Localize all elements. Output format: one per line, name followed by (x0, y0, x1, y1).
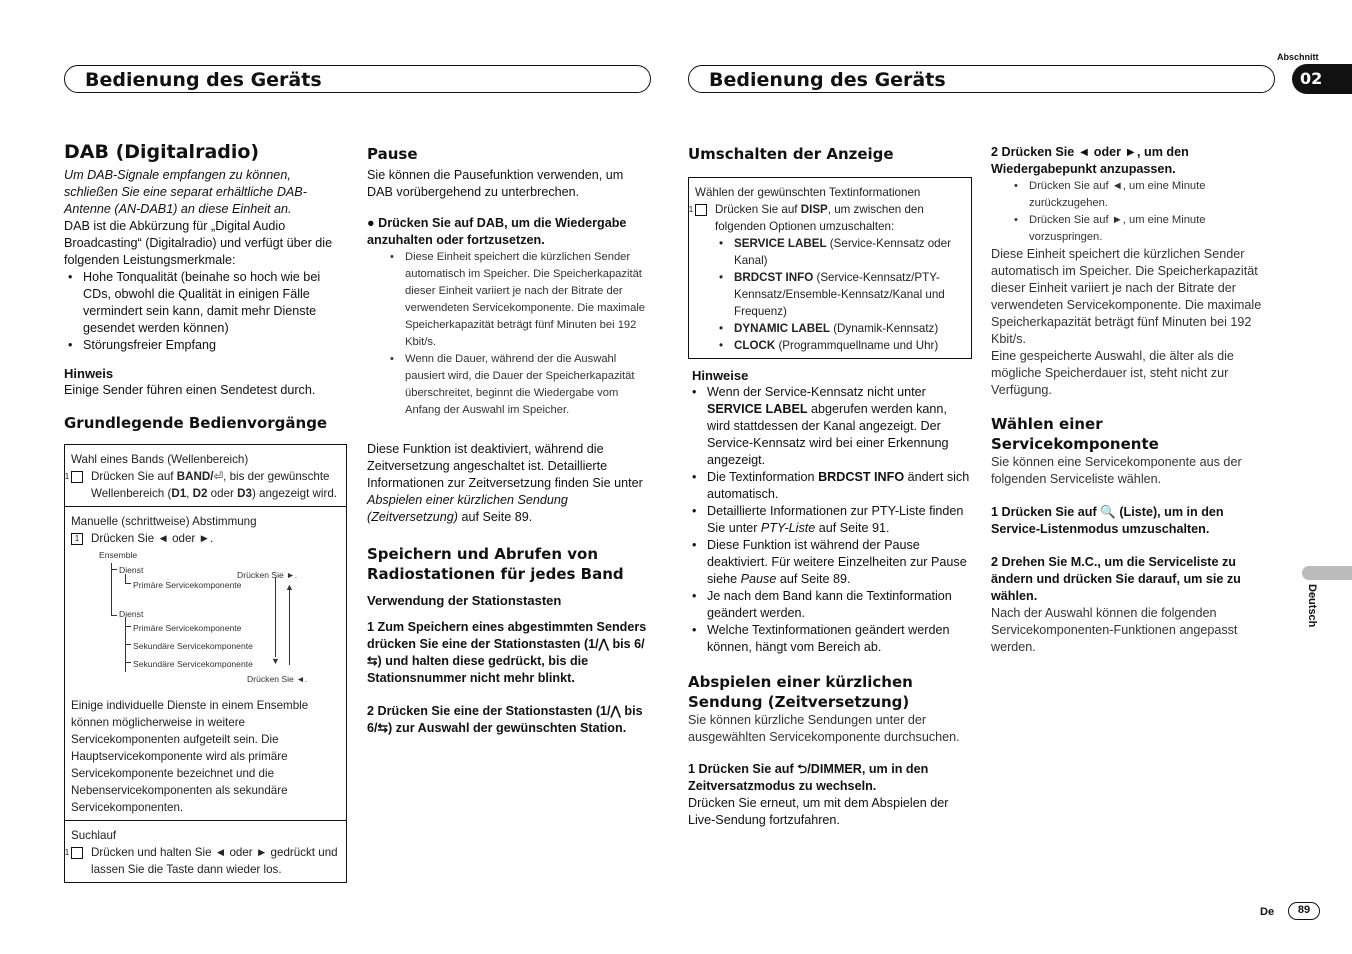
option-value: (Service-Kennsatz/PTY-Kennsatz/Ensemble-Kennsatz/Kanal und Frequenz) (734, 271, 945, 318)
list-item (688, 503, 972, 537)
band-section (65, 445, 346, 506)
option-key: BRDCST INFO (734, 271, 814, 284)
list-item: • Je nach dem Band kann die Textinformation geändert werden. (688, 588, 972, 622)
band-d1: D1 (171, 487, 187, 500)
column-1 (64, 141, 347, 883)
hint-text: Diese Funktion ist während der Pause deaktiviert. Für weitere Einzelheiten zur Pause siehe (707, 538, 967, 586)
band-step: 1 Drücken Sie auf BAND/⏎, bis der gewünschte Wellenbereich (D1, D2 oder D3) angezeigt wird. (64, 470, 337, 500)
hint-text: Detaillierte Informationen zur PTY-Liste finden Sie unter (707, 504, 964, 535)
option-value: (Dynamik-Kennsatz) (829, 322, 939, 335)
service-intro: Sie können eine Servicekomponente aus der folgenden Serviceliste wählen. (991, 455, 1242, 486)
column-2 (367, 144, 651, 737)
service-step-2: 2 Drehen Sie M.C., um die Serviceliste zu ändern und drücken Sie darauf, um sie zu wählen. (991, 555, 1241, 603)
tree-secondary-1: Sekundäre Servicekomponente (133, 641, 253, 651)
timeshift-step-1: 1 Drücken Sie auf ⮌/DIMMER, um in den Zeitversatzmodus zu wechseln. (688, 762, 929, 793)
arrow-up-head: ▲ (285, 582, 294, 592)
display-step (688, 201, 965, 235)
band-d2: D2 (192, 487, 208, 500)
language-tab (1302, 566, 1352, 580)
list-item: • Drücken Sie auf ►, um eine Minute vorzuspringen. (1010, 212, 1275, 246)
hint-bold: SERVICE LABEL (707, 402, 808, 416)
display-options (695, 235, 965, 354)
tree-primary-1: Primäre Servicekomponente (133, 580, 242, 590)
pause-title: Pause (367, 145, 418, 163)
list-item (688, 469, 972, 503)
display-step-pre: Drücken Sie auf (715, 203, 801, 216)
band-step-pre: Drücken Sie auf (91, 470, 177, 483)
band-title: Wahl eines Bands (Wellenbereich) (71, 453, 249, 466)
seek-step (64, 844, 340, 878)
timeshift-step-1-note: Drücken Sie erneut, um mit dem Abspielen der Live-Sendung fortzufahren. (688, 796, 949, 827)
service-step-1: 1 Drücken Sie auf 🔍 (Liste), um in den Service-Listenmodus umzuschalten. (991, 505, 1224, 536)
display-step-post: , um zwischen den folgenden Optionen umzuschalten: (715, 203, 924, 233)
display-box-content (689, 178, 971, 358)
hints-title: Hinweise (692, 368, 749, 383)
hint-text: abgerufen werden kann, wird stattdessen der Kanal angezeigt. Der Service-Kennsatz wird bei einer Erkennung angezeigt. (707, 402, 949, 467)
service-note: Nach der Auswahl können die folgenden Servicekomponenten-Funktionen angepasst werden. (991, 606, 1238, 654)
pause-link[interactable]: Pause (740, 572, 777, 586)
step-number: 1 (695, 204, 707, 216)
disp-button-label: DISP (800, 203, 828, 216)
page-number-text: 89 (1297, 904, 1311, 916)
display-box-title: Wählen der gewünschten Textinformationen (695, 186, 921, 199)
store-title: Speichern und Abrufen von Radiostationen für jedes Band (367, 545, 624, 583)
list-item: • Drücken Sie auf ◄, um eine Minute zurückzugehen. (1010, 178, 1275, 212)
hint-text: auf Seite 91. (815, 521, 890, 535)
pause-off-tail: auf Seite 89. (458, 510, 533, 524)
list-item: • Diese Einheit speichert die kürzlichen Sender automatisch im Speicher. Die Speicherkapazität dieser Einheit variiert je nach der Bitrate der verwendeten Servicekomponente. Die maximale Speicherkapazität beträgt fünf Minuten bei 192 Kbit/s. (386, 249, 651, 351)
hint-text: Einige Sender führen einen Sendetest durch. (64, 383, 316, 397)
tree-primary-2: Primäre Servicekomponente (133, 623, 242, 633)
tree-secondary-2: Sekundäre Servicekomponente (133, 659, 253, 669)
tree-ensemble: Ensemble (99, 550, 138, 560)
pty-list-link[interactable]: PTY-Liste (760, 521, 816, 535)
memory-note-2: Eine gespeicherte Auswahl, die älter als die mögliche Speicherdauer ist, steht nicht zur Verfügung. (991, 349, 1234, 397)
timeshift-link[interactable]: Abspielen einer kürzlichen Sendung (Zeitversetzung) (367, 493, 568, 524)
list-item: • Störungsfreier Empfang (64, 337, 347, 354)
hint-bold: BRDCST INFO (818, 470, 905, 484)
pause-off-note (367, 441, 651, 526)
option-key: DYNAMIC LABEL (734, 322, 830, 335)
band-d3: D3 (237, 487, 252, 500)
seek-step-text: Drücken und halten Sie ◄ oder ► gedrückt und lassen Sie die Taste dann wieder los. (91, 846, 338, 876)
hints-list (688, 384, 972, 656)
step-number: 1 (71, 533, 83, 545)
list-item (688, 537, 972, 588)
pause-step-text: Drücken Sie auf DAB, um die Wiedergabe anzuhalten oder fortzusetzen. (367, 216, 627, 247)
manual-text: Einige individuelle Dienste in einem Ensemble können möglicherweise in weitere Servicekomponenten aufgeteilt sein. Die Hauptservicekomponente wird als primäre Servicekomponente bezeichnet und die Nebenservicekomponenten als sekundäre Servicekomponenten. (71, 699, 309, 814)
timeshift-title: Abspielen einer kürzlichen Sendung (Zeitversetzung) (688, 673, 913, 711)
manual-step (71, 530, 340, 547)
section-label: Abschnitt (1277, 52, 1319, 62)
dab-features (64, 269, 347, 354)
section-number: 02 (1300, 69, 1323, 88)
column-3 (688, 144, 972, 829)
timeshift-intro: Sie können kürzliche Sendungen unter der ausgewählten Servicekomponente durchsuchen. (688, 713, 960, 744)
display-title: Umschalten der Anzeige (688, 145, 894, 163)
dab-intro-italic: Um DAB-Signale empfangen zu können, schließen Sie eine separat erhältliche DAB-Antenne (AN-DAB1) an diese Einheit an. (64, 168, 307, 216)
band-step-tail: ) angezeigt wird. (251, 487, 337, 500)
page-number (1288, 902, 1320, 920)
arrow-down-head: ▼ (271, 656, 280, 666)
dab-title: DAB (Digitalradio) (64, 141, 260, 163)
option-value: (Service-Kennsatz oder Kanal) (734, 237, 951, 267)
tree-press-right: Drücken Sie ►. (237, 570, 298, 580)
pause-step (367, 215, 651, 249)
arrow-up (289, 587, 290, 665)
step-number: 1 (71, 847, 83, 859)
option-key: CLOCK (734, 339, 776, 352)
manual-step-text: Drücken Sie ◄ oder ►. (91, 532, 214, 545)
band-icon: ⏎ (213, 470, 224, 483)
header-left-title: Bedienung des Geräts (85, 69, 322, 91)
pause-off-text: Diese Funktion ist deaktiviert, während die Zeitversetzung angeschaltet ist. Detaillierte Informationen zur Zeitversetzung finden Sie unter (367, 442, 643, 490)
seek-title: Suchlauf (71, 829, 117, 842)
option-key: SERVICE LABEL (734, 237, 827, 250)
hint-text: Die Textinformation (707, 470, 819, 484)
basics-box (64, 444, 347, 883)
service-title: Wählen einer Servicekomponente (991, 415, 1159, 453)
bullet-dot-icon: ● (367, 216, 379, 230)
hint-text: auf Seite 89. (776, 572, 851, 586)
manual-title: Manuelle (schrittweise) Abstimmung (71, 515, 257, 528)
option-value: (Programmquellname und Uhr) (775, 339, 939, 352)
hint-title: Hinweis (64, 366, 114, 381)
hint-text: Wenn der Service-Kennsatz nicht unter (707, 385, 926, 399)
store-step-2: 2 Drücken Sie eine der Stationstasten (1/⋀ bis 6/⇆) zur Auswahl der gewünschten Station. (367, 704, 643, 735)
store-step-1: 1 Zum Speichern eines abgestimmten Senders drücken Sie eine der Stationstasten (1/⋀ bis 6/⇆) und halten diese gedrückt, bis die Stationsnummer nicht mehr blinkt. (367, 620, 647, 685)
display-box (688, 177, 972, 359)
list-item: • Welche Textinformationen geändert werden können, hängt vom Bereich ab. (688, 622, 972, 656)
band-step-post: , bis der gewünschte Wellenbereich ( (91, 470, 330, 500)
list-item: • Hohe Tonqualität (beinahe so hoch wie bei CDs, obwohl die Qualität in einigen Fälle vermindert sein kann, damit mehr Dienste gesendet werden können) (64, 269, 347, 337)
tree-dienst-2: Dienst (119, 609, 144, 619)
list-item (715, 337, 965, 354)
store-subtitle: Verwendung der Stationstasten (367, 593, 562, 608)
tree-dienst-1: Dienst (119, 565, 144, 575)
section-tab (1292, 64, 1352, 94)
band-button-label: BAND/ (176, 470, 214, 483)
manual-tuning-section (65, 506, 346, 820)
footer-lang: De (1260, 906, 1275, 918)
column-4 (991, 144, 1275, 656)
timeshift-step-2: 2 Drücken Sie ◄ oder ►, um den Wiedergabepunkt anzupassen. (991, 145, 1189, 176)
list-item (688, 384, 972, 469)
timeshift-step-2-notes (991, 178, 1275, 246)
step-number: 1 (71, 471, 83, 483)
memory-note: Diese Einheit speichert die kürzlichen Sender automatisch im Speicher. Die Speicherkapazität dieser Einheit variiert je nach der Bitrate der verwendeten Servicekomponente. Die maximale Speicherkapazität beträgt fünf Minuten bei 192 Kbit/s. (991, 247, 1262, 346)
header-right (688, 65, 1275, 93)
hint-text: ändert sich automatisch. (707, 470, 970, 501)
header-left (64, 65, 651, 93)
pause-intro: Sie können die Pausefunktion verwenden, um DAB vorübergehend zu unterbrechen. (367, 168, 624, 199)
list-item (715, 269, 965, 320)
list-item (715, 235, 965, 269)
arrow-down (275, 577, 276, 657)
ensemble-diagram (71, 547, 340, 697)
basics-title: Grundlegende Bedienvorgänge (64, 414, 328, 432)
language-label: Deutsch (1306, 584, 1318, 628)
dab-intro: DAB ist die Abkürzung für „Digital Audio Broadcasting“ (Digitalradio) und verfügt über die folgenden Leistungsmerkmale: (64, 219, 333, 267)
pause-notes (367, 249, 651, 419)
list-item (715, 320, 965, 337)
tree-press-left: Drücken Sie ◄. (247, 674, 308, 684)
header-right-title: Bedienung des Geräts (709, 69, 946, 91)
seek-section (65, 820, 346, 882)
list-item: • Wenn die Dauer, während der die Auswahl pausiert wird, die Dauer der Speicherkapazität überschreitet, beginnt die Wiedergabe vom Anfang der Auswahl im Speicher. (386, 351, 651, 419)
